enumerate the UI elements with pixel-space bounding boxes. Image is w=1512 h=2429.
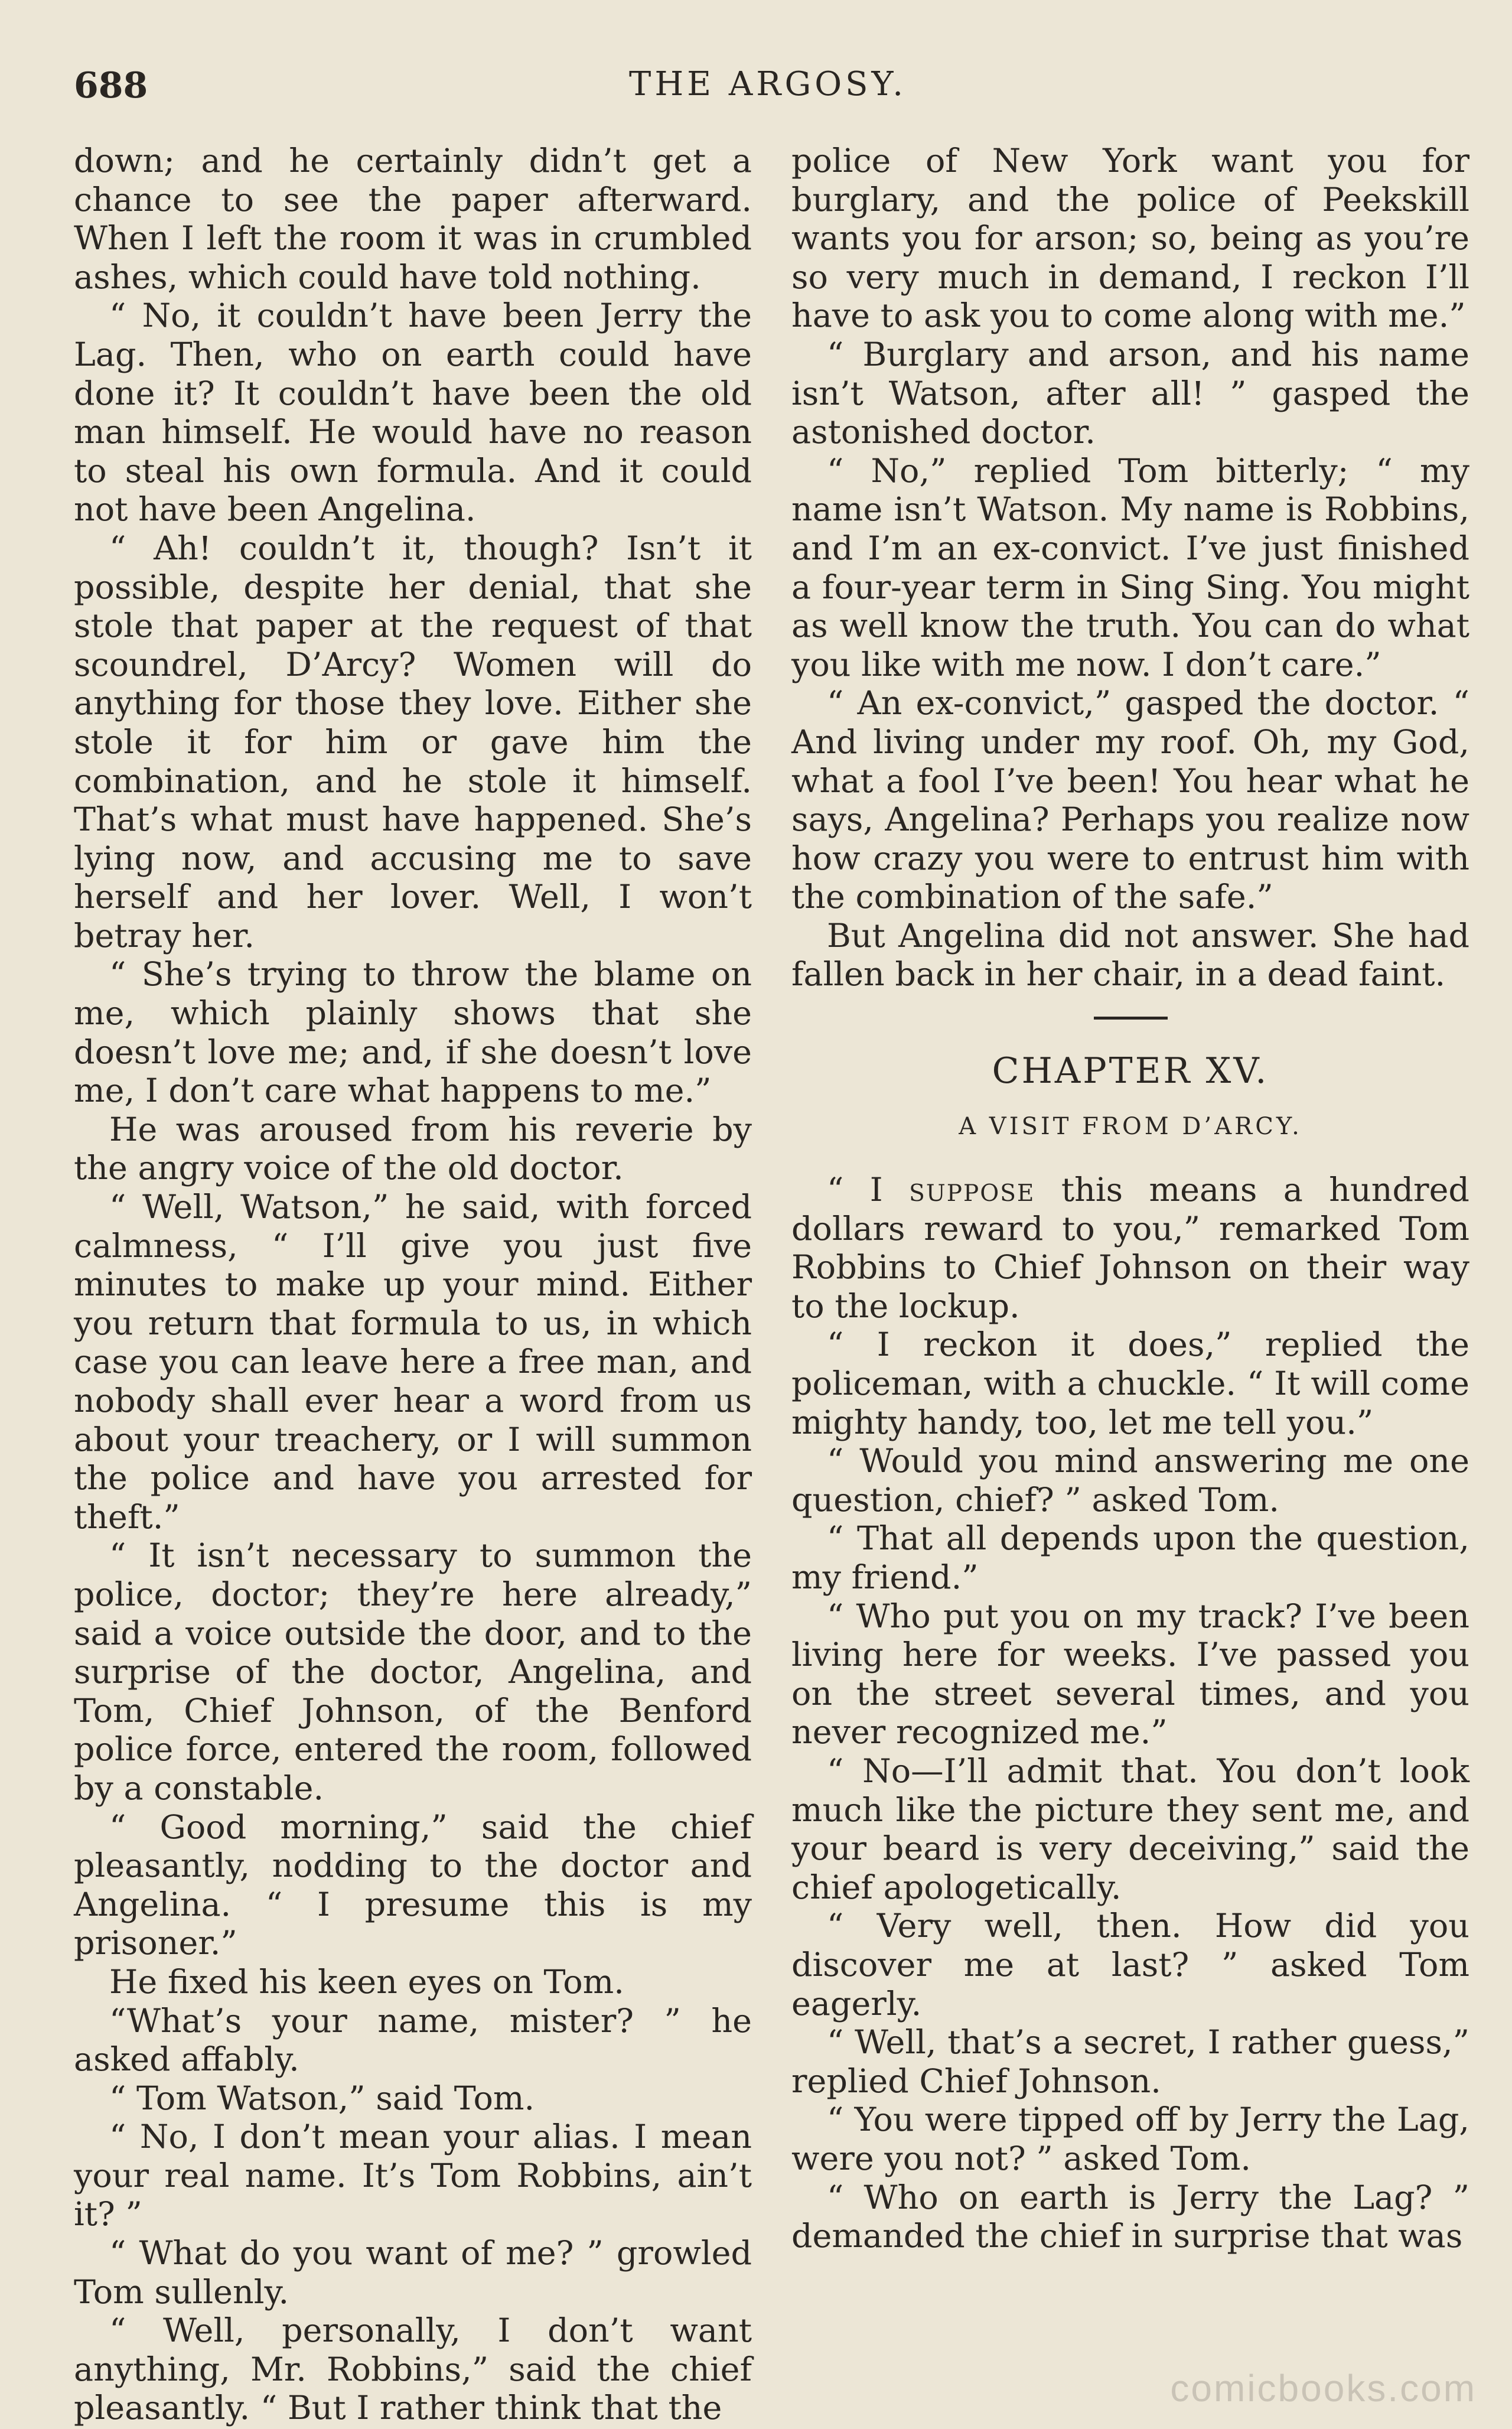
chapter-subtitle: A VISIT FROM D’ARCY. — [959, 1113, 1302, 1141]
paragraph: But Angelina did not answer. She had fallen back in her chair, in a dead faint. — [791, 916, 1469, 994]
paragraph: “ Ah! couldn’t it, though? Isn’t it possible, despite her denial, that she stole that paper at the request of that scoundrel, D’Arcy? Women will do anything for those they love. Either she stole it for him or gave him the combination, and he stole it himself. That’s what must have happened. She’s lying now, and accusing me to save herself and her lover. Well, I won’t betray her. — [74, 529, 752, 955]
paragraph: “ Well, personally, I don’t want anything, Mr. Robbins,” said the chief pleasantly. “ But I rather think that the — [74, 2311, 752, 2428]
paragraph: “ An ex-convict,” gasped the doctor. “ And living under my roof. Oh, my God, what a fool I’ve been! You hear what he says, Angelina? Perhaps you realize now how crazy you were to entrust him with the combination of the safe.” — [791, 684, 1469, 917]
paragraph: “ It isn’t necessary to summon the police, doctor; they’re here already,” said a voice outside the door, and to the surprise of the doctor, Angelina, and Tom, Chief Johnson, of the Benford police force, entered the room, followed by a constable. — [74, 1536, 752, 1808]
opening-rest: this means a hundred dollars reward to you,” remarked Tom Robbins to Chief Johnson on their way to the lockup. — [791, 1171, 1469, 1326]
paragraph: “ That all depends upon the question, my friend.” — [791, 1519, 1469, 1597]
paragraph: “ No—I’ll admit that. You don’t look much like the picture they sent me, and your beard is very deceiving,” said the chief apologetically. — [791, 1751, 1469, 1907]
right-column-bottom-text — [791, 1326, 1469, 2255]
chapter-opening-paragraph — [791, 1171, 1469, 1326]
paragraph: “ You were tipped off by Jerry the Lag, were you not? ” asked Tom. — [791, 2101, 1469, 2178]
paragraph: “ Good morning,” said the chief pleasantly, nodding to the doctor and Angelina. “ I presume this is my prisoner.” — [74, 1808, 752, 1963]
paragraph: “ I reckon it does,” replied the policeman, with a chuckle. “ It will come mighty handy, too, let me tell you.” — [791, 1326, 1469, 1442]
paragraph: “ Burglary and arson, and his name isn’t Watson, after all! ” gasped the astonished doctor. — [791, 335, 1469, 452]
chapter-title: CHAPTER XV. — [992, 1050, 1269, 1092]
paragraph: “ Very well, then. How did you discover me at last? ” asked Tom eagerly. — [791, 1907, 1469, 2023]
right-column-top-text — [791, 142, 1469, 994]
page-header — [74, 65, 1462, 112]
paragraph: “ Who put you on my track? I’ve been living here for weeks. I’ve passed you on the street several times, and you never recognized me.” — [791, 1597, 1469, 1752]
right-column — [791, 142, 1469, 2256]
running-title: THE ARGOSY. — [628, 65, 907, 103]
paragraph: “ No,” replied Tom bitterly; “ my name isn’t Watson. My name is Robbins, and I’m an ex-convict. I’ve just finished a four-year term in Sing Sing. You might as well know the truth. You can do what you like with me now. I don’t care.” — [791, 451, 1469, 684]
paragraph: He fixed his keen eyes on Tom. — [109, 1962, 624, 2001]
opening-quote: “ I — [827, 1171, 883, 1210]
paragraph: “ No, it couldn’t have been Jerry the Lag. Then, who on earth could have done it? It couldn’t have been the old man himself. He would have no reason to steal his own formula. And it could not have been Angelina. — [74, 297, 752, 529]
opening-smallcaps: suppose — [909, 1171, 1035, 1210]
paragraph: down; and he certainly didn’t get a chance to see the paper afterward. When I left the room it was in crumbled ashes, which could have told nothing. — [74, 142, 752, 297]
paragraph: “ No, I don’t mean your alias. I mean your real name. It’s Tom Robbins, ain’t it? ” — [74, 2118, 752, 2234]
paragraph: “ Tom Watson,” said Tom. — [109, 2079, 535, 2118]
paragraph: police of New York want you for burglary, and the police of Peekskill wants you for arson; so, being as you’re so very much in demand, I reckon I’ll have to ask you to come along with me.” — [791, 142, 1469, 336]
paragraph: “ Would you mind answering me one question, chief? ” asked Tom. — [791, 1442, 1469, 1519]
paragraph: He was aroused from his reverie by the angry voice of the old doctor. — [74, 1110, 752, 1188]
paragraph: “ Well, Watson,” he said, with forced calmness, “ I’ll give you just five minutes to make up your mind. Either you return that formula to us, in which case you can leave here a free man, and nobody shall ever hear a word from us about your treachery, or I will summon the police and have you arrested for theft.” — [74, 1188, 752, 1536]
paragraph: “ Well, that’s a secret, I rather guess,” replied Chief Johnson. — [791, 2023, 1469, 2101]
paragraph: “What’s your name, mister? ” he asked affably. — [74, 2001, 752, 2079]
left-column — [74, 142, 752, 2428]
paragraph: “ She’s trying to throw the blame on me, which plainly shows that she doesn’t love me; and, if she doesn’t love me, I don’t care what happens to me.” — [74, 955, 752, 1111]
section-divider — [1094, 1017, 1168, 1020]
page-number: 688 — [74, 65, 148, 106]
paragraph: “ What do you want of me? ” growled Tom sullenly. — [74, 2234, 752, 2311]
paragraph: “ Who on earth is Jerry the Lag? ” demanded the chief in surprise that was — [791, 2178, 1469, 2256]
watermark-logo: comicbooks.com — [1170, 2367, 1477, 2410]
